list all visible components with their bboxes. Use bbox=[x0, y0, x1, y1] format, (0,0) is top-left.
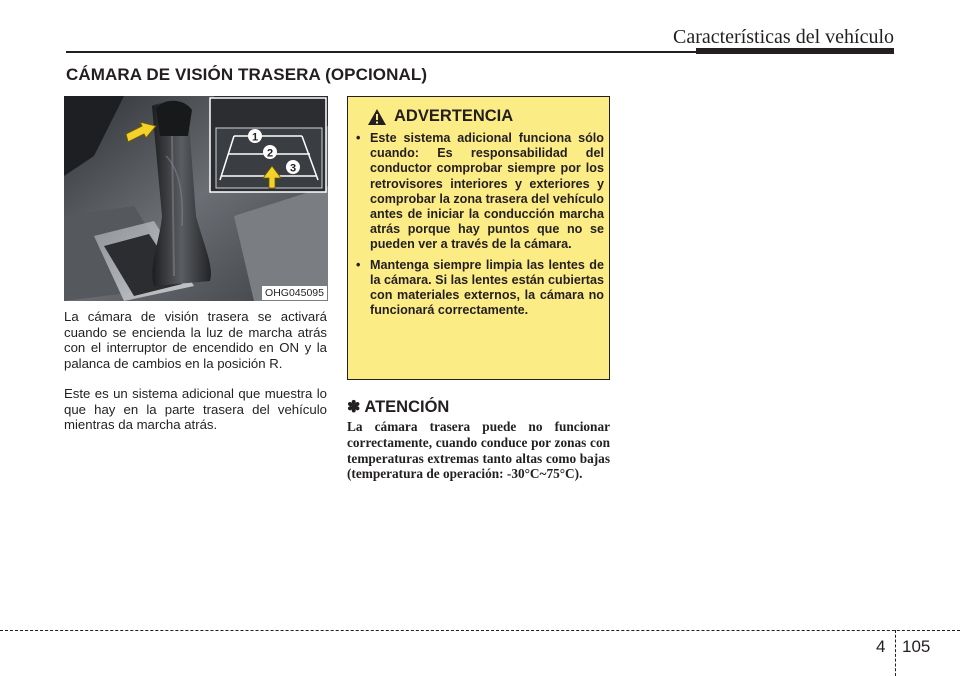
warning-item-text: Este sistema adicional funciona sólo cuando: Es responsabilidad del conductor comprobar siempre por los retrovisores interiores y exteriores y comprobar la zona trasera del vehículo antes de iniciar la conducción marcha atrás porque hay puntos que no se pueden ver a través de la cámara. bbox=[370, 131, 604, 252]
attention-mark-icon: ✽ bbox=[347, 399, 361, 416]
warning-box bbox=[347, 96, 610, 380]
warning-list bbox=[356, 131, 604, 323]
warning-item bbox=[356, 131, 604, 253]
warning-title: ADVERTENCIA bbox=[394, 107, 514, 125]
body-paragraph: Este es un sistema adicional que muestra lo que hay en la parte trasera del vehículo mientras da marcha atrás. bbox=[64, 386, 327, 433]
header-rule-accent bbox=[696, 48, 894, 54]
attention-text: La cámara trasera puede no funcionar correctamente, cuando conduce por zonas con temperaturas extremas tanto altas como bajas (temperatura de operación: -30°C~75°C). bbox=[347, 419, 610, 482]
page-number: 105 bbox=[902, 637, 931, 656]
warning-triangle-icon bbox=[367, 108, 387, 126]
footer-divider bbox=[895, 630, 896, 676]
gear-shift-photo bbox=[64, 96, 328, 301]
body-paragraph: La cámara de visión trasera se activará cuando se encienda la luz de marcha atrás con el interruptor de encendido en ON y la palanca de cambios en la posición R. bbox=[64, 309, 327, 371]
bullet: • bbox=[356, 257, 361, 272]
callout-1: 1 bbox=[251, 131, 259, 144]
callout-2: 2 bbox=[266, 147, 274, 160]
camera-display-inset bbox=[210, 98, 326, 192]
warning-item-text: Mantenga siempre limpia las lentes de la cámara. Si las lentes están cubiertas con materiales externos, la cámara no funcionará correctamente. bbox=[370, 257, 604, 318]
running-header-title: Características del vehículo bbox=[672, 26, 894, 48]
gear-shift-illustration bbox=[64, 96, 328, 301]
attention-header bbox=[347, 397, 449, 417]
callout-3: 3 bbox=[289, 162, 297, 175]
chapter-number: 4 bbox=[876, 637, 886, 656]
footer-rule bbox=[0, 630, 960, 631]
attention-title: ATENCIÓN bbox=[364, 397, 450, 416]
warning-header bbox=[367, 107, 513, 126]
bullet: • bbox=[356, 131, 361, 145]
header-rule bbox=[66, 51, 696, 53]
section-title: CÁMARA DE VISIÓN TRASERA (OPCIONAL) bbox=[66, 65, 428, 84]
warning-item bbox=[356, 258, 604, 319]
figure-code: OHG045095 bbox=[262, 286, 327, 300]
